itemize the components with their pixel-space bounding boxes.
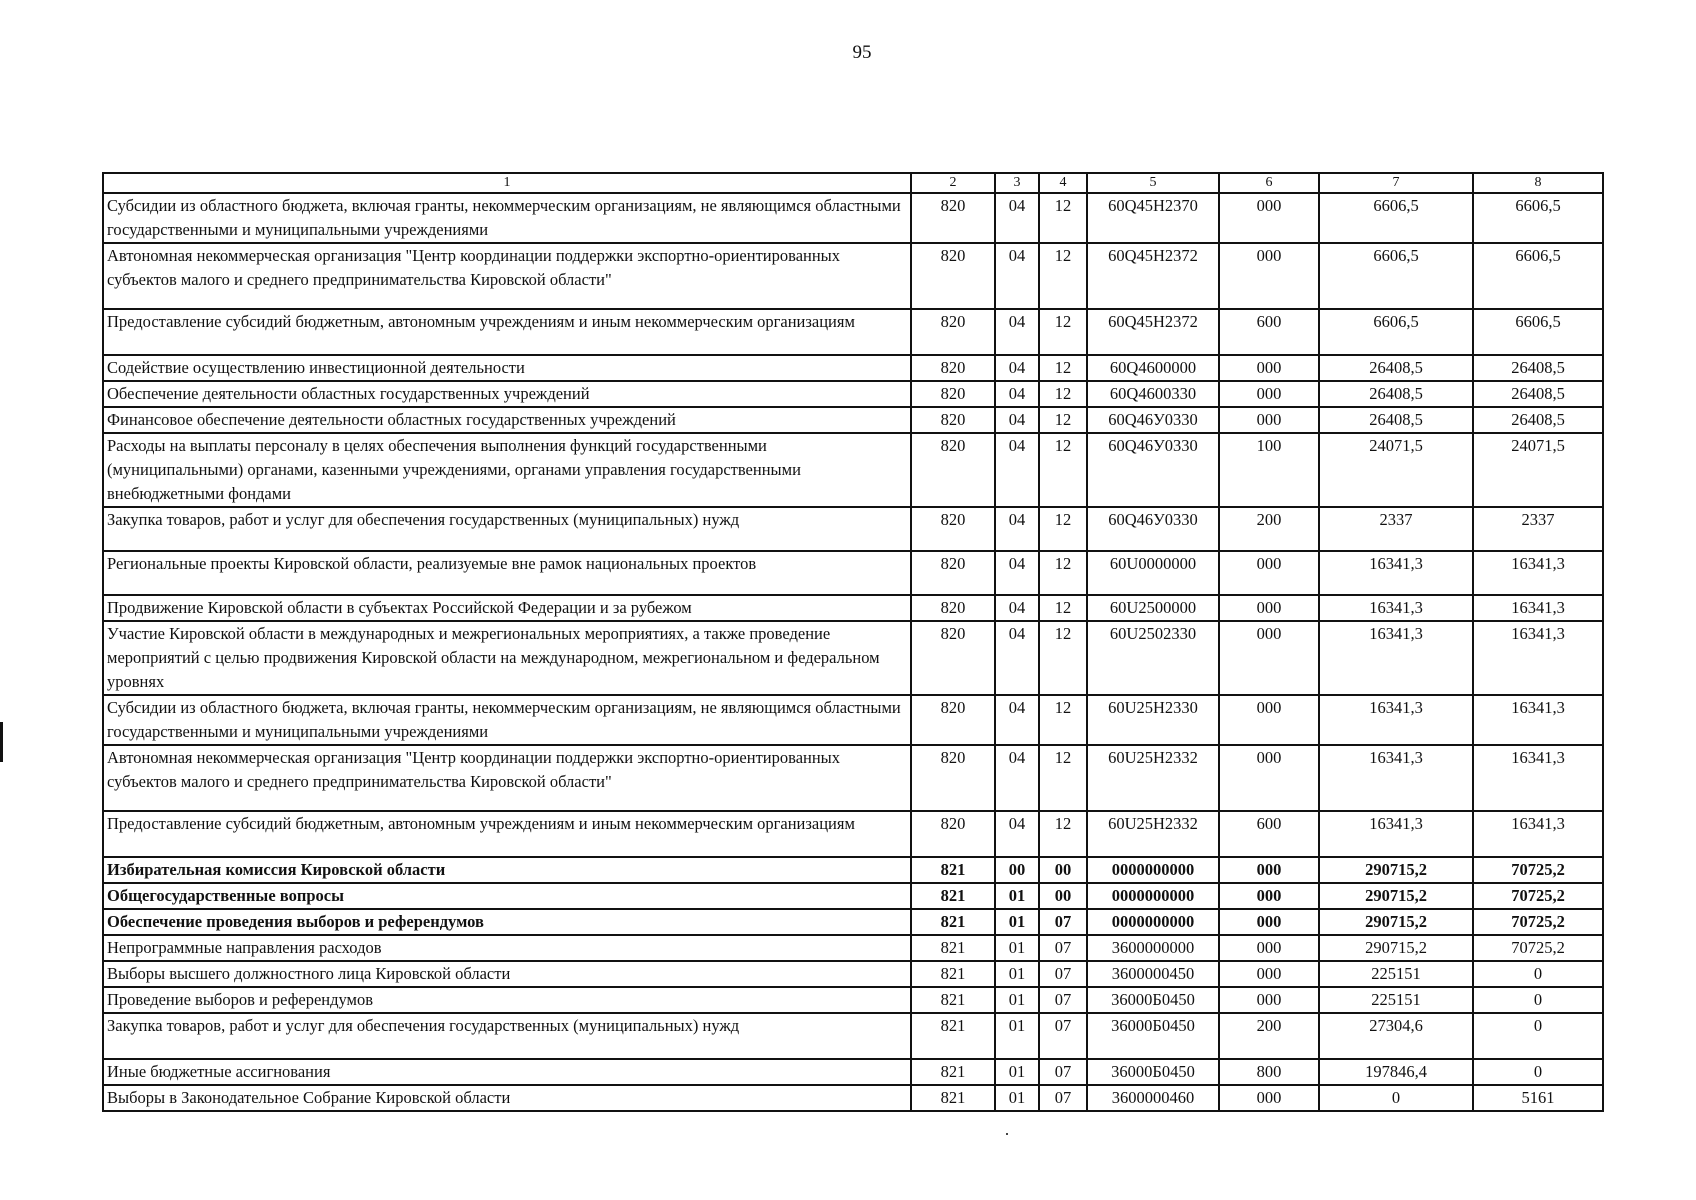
value-7-cell: 0: [1319, 1085, 1473, 1111]
value-7-cell: 225151: [1319, 987, 1473, 1013]
code-3-cell: 01: [995, 1013, 1039, 1059]
code-4-cell: 12: [1039, 811, 1087, 857]
code-6-cell: 000: [1219, 621, 1319, 695]
value-8-cell: 0: [1473, 987, 1603, 1013]
value-8-cell: 2337: [1473, 507, 1603, 551]
code-4-cell: 07: [1039, 1013, 1087, 1059]
value-7-cell: 225151: [1319, 961, 1473, 987]
code-5-cell: 36000Б0450: [1087, 1059, 1219, 1085]
name-cell: Автономная некоммерческая организация "Центр координации поддержки экспортно-ориентированных субъектов малого и среднего предпринимательства Кировской области": [103, 243, 911, 309]
column-header: 1: [103, 173, 911, 193]
code-5-cell: 60U2502330: [1087, 621, 1219, 695]
code-6-cell: 000: [1219, 1085, 1319, 1111]
value-7-cell: 6606,5: [1319, 193, 1473, 243]
code-3-cell: 04: [995, 355, 1039, 381]
code-2-cell: 821: [911, 1013, 995, 1059]
code-6-cell: 100: [1219, 433, 1319, 507]
table-body: [103, 193, 1603, 1111]
code-5-cell: 60Q46У0330: [1087, 433, 1219, 507]
table-row: [103, 1013, 1603, 1059]
value-7-cell: 24071,5: [1319, 433, 1473, 507]
code-5-cell: 60Q45Н2370: [1087, 193, 1219, 243]
table-row: [103, 935, 1603, 961]
code-3-cell: 04: [995, 745, 1039, 811]
code-4-cell: 12: [1039, 309, 1087, 355]
code-6-cell: 200: [1219, 1013, 1319, 1059]
code-4-cell: 07: [1039, 935, 1087, 961]
column-header: 4: [1039, 173, 1087, 193]
column-header: 2: [911, 173, 995, 193]
code-4-cell: 07: [1039, 961, 1087, 987]
code-5-cell: 3600000450: [1087, 961, 1219, 987]
code-6-cell: 000: [1219, 987, 1319, 1013]
name-cell: Выборы в Законодательное Собрание Кировской области: [103, 1085, 911, 1111]
table-row: [103, 987, 1603, 1013]
table-row: [103, 857, 1603, 883]
name-cell: Финансовое обеспечение деятельности областных государственных учреждений: [103, 407, 911, 433]
name-cell: Автономная некоммерческая организация "Центр координации поддержки экспортно-ориентированных субъектов малого и среднего предпринимательства Кировской области": [103, 745, 911, 811]
code-2-cell: 820: [911, 507, 995, 551]
value-8-cell: 0: [1473, 961, 1603, 987]
value-7-cell: 26408,5: [1319, 355, 1473, 381]
code-5-cell: 60U25Н2332: [1087, 745, 1219, 811]
code-2-cell: 820: [911, 407, 995, 433]
code-5-cell: 36000Б0450: [1087, 1013, 1219, 1059]
code-4-cell: 12: [1039, 695, 1087, 745]
code-5-cell: 0000000000: [1087, 857, 1219, 883]
budget-table: [102, 172, 1604, 1112]
name-cell: Закупка товаров, работ и услуг для обеспечения государственных (муниципальных) нужд: [103, 1013, 911, 1059]
name-cell: Проведение выборов и референдумов: [103, 987, 911, 1013]
value-7-cell: 16341,3: [1319, 595, 1473, 621]
margin-mark: [0, 722, 3, 762]
table-row: [103, 507, 1603, 551]
name-cell: Выборы высшего должностного лица Кировской области: [103, 961, 911, 987]
code-6-cell: 000: [1219, 243, 1319, 309]
code-3-cell: 04: [995, 433, 1039, 507]
table-row: [103, 811, 1603, 857]
table-row: [103, 621, 1603, 695]
code-6-cell: 000: [1219, 935, 1319, 961]
value-8-cell: 16341,3: [1473, 621, 1603, 695]
value-7-cell: 6606,5: [1319, 309, 1473, 355]
code-4-cell: 07: [1039, 987, 1087, 1013]
code-4-cell: 12: [1039, 507, 1087, 551]
code-6-cell: 000: [1219, 595, 1319, 621]
code-6-cell: 000: [1219, 883, 1319, 909]
value-7-cell: 26408,5: [1319, 381, 1473, 407]
code-6-cell: 200: [1219, 507, 1319, 551]
value-7-cell: 2337: [1319, 507, 1473, 551]
code-5-cell: 60U25Н2332: [1087, 811, 1219, 857]
code-3-cell: 01: [995, 1085, 1039, 1111]
code-2-cell: 820: [911, 695, 995, 745]
column-header: 3: [995, 173, 1039, 193]
table-row: [103, 1059, 1603, 1085]
code-5-cell: 60U2500000: [1087, 595, 1219, 621]
code-4-cell: 12: [1039, 243, 1087, 309]
code-4-cell: 12: [1039, 745, 1087, 811]
code-2-cell: 820: [911, 355, 995, 381]
code-4-cell: 12: [1039, 621, 1087, 695]
code-3-cell: 01: [995, 961, 1039, 987]
column-header: 7: [1319, 173, 1473, 193]
value-8-cell: 16341,3: [1473, 811, 1603, 857]
code-6-cell: 600: [1219, 811, 1319, 857]
table-row: [103, 355, 1603, 381]
code-3-cell: 04: [995, 695, 1039, 745]
name-cell: Закупка товаров, работ и услуг для обеспечения государственных (муниципальных) нужд: [103, 507, 911, 551]
value-8-cell: 70725,2: [1473, 883, 1603, 909]
value-8-cell: 0: [1473, 1013, 1603, 1059]
code-5-cell: 3600000000: [1087, 935, 1219, 961]
code-4-cell: 12: [1039, 433, 1087, 507]
code-5-cell: 60Q45Н2372: [1087, 309, 1219, 355]
value-8-cell: 26408,5: [1473, 407, 1603, 433]
value-8-cell: 16341,3: [1473, 595, 1603, 621]
name-cell: Субсидии из областного бюджета, включая гранты, некоммерческим организациям, не являющимся областными государственными и муниципальными учреждениями: [103, 695, 911, 745]
value-7-cell: 290715,2: [1319, 935, 1473, 961]
value-7-cell: 6606,5: [1319, 243, 1473, 309]
code-4-cell: 07: [1039, 909, 1087, 935]
column-header: 6: [1219, 173, 1319, 193]
code-3-cell: 04: [995, 381, 1039, 407]
table-row: [103, 1085, 1603, 1111]
code-3-cell: 04: [995, 811, 1039, 857]
value-8-cell: 24071,5: [1473, 433, 1603, 507]
value-7-cell: 290715,2: [1319, 857, 1473, 883]
code-2-cell: 821: [911, 857, 995, 883]
name-cell: Субсидии из областного бюджета, включая гранты, некоммерческим организациям, не являющимся областными государственными и муниципальными учреждениями: [103, 193, 911, 243]
name-cell: Обеспечение деятельности областных государственных учреждений: [103, 381, 911, 407]
code-2-cell: 820: [911, 595, 995, 621]
code-2-cell: 821: [911, 909, 995, 935]
value-7-cell: 290715,2: [1319, 883, 1473, 909]
column-header: 5: [1087, 173, 1219, 193]
code-4-cell: 12: [1039, 551, 1087, 595]
code-6-cell: 800: [1219, 1059, 1319, 1085]
name-cell: Предоставление субсидий бюджетным, автономным учреждениям и иным некоммерческим организациям: [103, 309, 911, 355]
code-3-cell: 01: [995, 987, 1039, 1013]
table-row: [103, 407, 1603, 433]
name-cell: Иные бюджетные ассигнования: [103, 1059, 911, 1085]
value-7-cell: 16341,3: [1319, 621, 1473, 695]
value-8-cell: 26408,5: [1473, 381, 1603, 407]
code-5-cell: 60U25Н2330: [1087, 695, 1219, 745]
code-3-cell: 01: [995, 909, 1039, 935]
code-3-cell: 00: [995, 857, 1039, 883]
column-header: 8: [1473, 173, 1603, 193]
code-2-cell: 821: [911, 883, 995, 909]
code-5-cell: 60Q4600000: [1087, 355, 1219, 381]
name-cell: Содействие осуществлению инвестиционной деятельности: [103, 355, 911, 381]
code-4-cell: 00: [1039, 857, 1087, 883]
code-3-cell: 04: [995, 193, 1039, 243]
value-7-cell: 290715,2: [1319, 909, 1473, 935]
name-cell: Избирательная комиссия Кировской области: [103, 857, 911, 883]
value-8-cell: 6606,5: [1473, 309, 1603, 355]
value-8-cell: 6606,5: [1473, 193, 1603, 243]
code-2-cell: 820: [911, 621, 995, 695]
code-3-cell: 04: [995, 243, 1039, 309]
code-3-cell: 01: [995, 1059, 1039, 1085]
code-2-cell: 820: [911, 745, 995, 811]
code-4-cell: 12: [1039, 407, 1087, 433]
value-8-cell: 0: [1473, 1059, 1603, 1085]
value-8-cell: 26408,5: [1473, 355, 1603, 381]
code-6-cell: 000: [1219, 909, 1319, 935]
value-8-cell: 16341,3: [1473, 695, 1603, 745]
code-6-cell: 000: [1219, 407, 1319, 433]
code-5-cell: 60Q46У0330: [1087, 407, 1219, 433]
code-2-cell: 821: [911, 1085, 995, 1111]
code-6-cell: 000: [1219, 381, 1319, 407]
code-4-cell: 07: [1039, 1059, 1087, 1085]
code-2-cell: 821: [911, 935, 995, 961]
code-6-cell: 000: [1219, 695, 1319, 745]
table-row: [103, 551, 1603, 595]
value-8-cell: 70725,2: [1473, 857, 1603, 883]
code-6-cell: 000: [1219, 551, 1319, 595]
code-5-cell: 36000Б0450: [1087, 987, 1219, 1013]
table-row: [103, 883, 1603, 909]
code-3-cell: 04: [995, 309, 1039, 355]
code-2-cell: 821: [911, 987, 995, 1013]
code-5-cell: 60Q4600330: [1087, 381, 1219, 407]
table-row: [103, 309, 1603, 355]
code-2-cell: 820: [911, 551, 995, 595]
code-3-cell: 04: [995, 551, 1039, 595]
page-number: 95: [852, 42, 872, 63]
table-row: [103, 909, 1603, 935]
code-2-cell: 820: [911, 433, 995, 507]
code-3-cell: 04: [995, 621, 1039, 695]
code-5-cell: 60Q45Н2372: [1087, 243, 1219, 309]
table-row: [103, 243, 1603, 309]
name-cell: Продвижение Кировской области в субъектах Российской Федерации и за рубежом: [103, 595, 911, 621]
code-6-cell: 000: [1219, 745, 1319, 811]
code-2-cell: 820: [911, 193, 995, 243]
code-4-cell: 12: [1039, 381, 1087, 407]
value-8-cell: 70725,2: [1473, 935, 1603, 961]
table-row: [103, 595, 1603, 621]
code-4-cell: 12: [1039, 595, 1087, 621]
code-6-cell: 000: [1219, 961, 1319, 987]
code-3-cell: 04: [995, 407, 1039, 433]
value-8-cell: 70725,2: [1473, 909, 1603, 935]
code-2-cell: 820: [911, 309, 995, 355]
name-cell: Общегосударственные вопросы: [103, 883, 911, 909]
table-row: [103, 695, 1603, 745]
code-3-cell: 04: [995, 595, 1039, 621]
value-7-cell: 27304,6: [1319, 1013, 1473, 1059]
value-7-cell: 26408,5: [1319, 407, 1473, 433]
scan-dot: [1006, 1133, 1008, 1135]
table-row: [103, 381, 1603, 407]
code-6-cell: 000: [1219, 355, 1319, 381]
code-2-cell: 820: [911, 381, 995, 407]
table-row: [103, 193, 1603, 243]
value-8-cell: 6606,5: [1473, 243, 1603, 309]
code-4-cell: 12: [1039, 355, 1087, 381]
code-5-cell: 60U0000000: [1087, 551, 1219, 595]
code-3-cell: 04: [995, 507, 1039, 551]
table-row: [103, 961, 1603, 987]
table-row: [103, 433, 1603, 507]
name-cell: Участие Кировской области в международных и межрегиональных мероприятиях, а также проведение мероприятий с целью продвижения Кировской области на международном, межрегиональном и федеральном уровнях: [103, 621, 911, 695]
value-8-cell: 5161: [1473, 1085, 1603, 1111]
value-7-cell: 16341,3: [1319, 695, 1473, 745]
value-7-cell: 197846,4: [1319, 1059, 1473, 1085]
code-5-cell: 0000000000: [1087, 909, 1219, 935]
name-cell: Региональные проекты Кировской области, реализуемые вне рамок национальных проектов: [103, 551, 911, 595]
code-2-cell: 821: [911, 961, 995, 987]
code-4-cell: 00: [1039, 883, 1087, 909]
code-2-cell: 820: [911, 811, 995, 857]
code-5-cell: 60Q46У0330: [1087, 507, 1219, 551]
header-row: [103, 173, 1603, 193]
name-cell: Расходы на выплаты персоналу в целях обеспечения выполнения функций государственными (муниципальными) органами, казенными учреждениями, органами управления государственными внебюджетными фондами: [103, 433, 911, 507]
code-5-cell: 0000000000: [1087, 883, 1219, 909]
name-cell: Обеспечение проведения выборов и референдумов: [103, 909, 911, 935]
code-4-cell: 12: [1039, 193, 1087, 243]
code-2-cell: 820: [911, 243, 995, 309]
code-6-cell: 600: [1219, 309, 1319, 355]
code-6-cell: 000: [1219, 193, 1319, 243]
value-7-cell: 16341,3: [1319, 745, 1473, 811]
code-5-cell: 3600000460: [1087, 1085, 1219, 1111]
name-cell: Предоставление субсидий бюджетным, автономным учреждениям и иным некоммерческим организациям: [103, 811, 911, 857]
code-2-cell: 821: [911, 1059, 995, 1085]
table-row: [103, 745, 1603, 811]
code-3-cell: 01: [995, 935, 1039, 961]
value-7-cell: 16341,3: [1319, 811, 1473, 857]
code-4-cell: 07: [1039, 1085, 1087, 1111]
name-cell: Непрограммные направления расходов: [103, 935, 911, 961]
value-7-cell: 16341,3: [1319, 551, 1473, 595]
value-8-cell: 16341,3: [1473, 551, 1603, 595]
code-6-cell: 000: [1219, 857, 1319, 883]
code-3-cell: 01: [995, 883, 1039, 909]
value-8-cell: 16341,3: [1473, 745, 1603, 811]
